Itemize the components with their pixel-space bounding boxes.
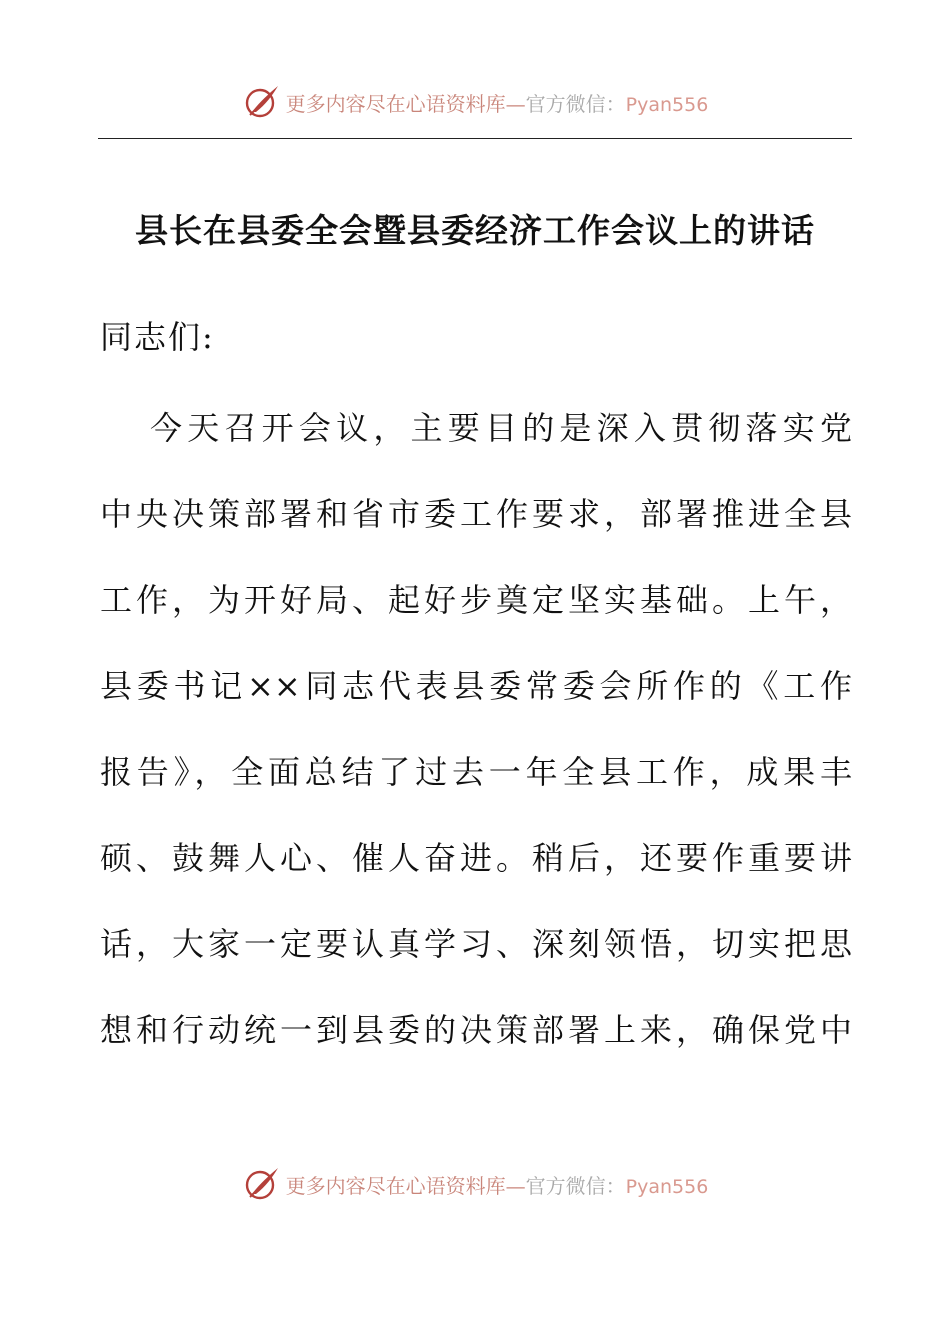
document-body — [100, 400, 852, 1088]
banner-wechat-label: 官方微信： — [525, 1173, 626, 1198]
salutation: 同志们: — [100, 318, 215, 356]
body-line: 中央决策部署和省市委工作要求，部署推进全县 — [100, 495, 852, 533]
header-divider — [98, 138, 852, 139]
document-title: 县长在县委全会暨县委经济工作会议上的讲话 — [135, 211, 815, 250]
banner-slogan: 更多内容尽在心语资料库 — [285, 1173, 506, 1198]
body-line: 今天召开会议，主要目的是深入贯彻落实党 — [150, 409, 852, 447]
banner-slogan: 更多内容尽在心语资料库 — [285, 91, 506, 116]
body-line: 话，大家一定要认真学习、深刻领悟，切实把思 — [100, 925, 852, 963]
quill-pen-logo-icon — [242, 1164, 282, 1204]
body-line: 想和行动统一到县委的决策部署上来，确保党中 — [100, 1011, 852, 1049]
body-line: 硕、鼓舞人心、催人奋进。稍后，还要作重要讲 — [100, 839, 852, 877]
banner-account: Pyan556 — [625, 1175, 709, 1198]
banner-dash: — — [505, 91, 526, 116]
header-banner — [0, 80, 950, 124]
footer-banner — [0, 1162, 950, 1206]
quill-pen-logo-icon — [242, 82, 282, 122]
banner-account: Pyan556 — [625, 93, 709, 116]
banner-text — [286, 1170, 709, 1199]
body-line: 县委书记××同志代表县委常委会所作的《工作 — [100, 667, 852, 705]
banner-dash: — — [505, 1173, 526, 1198]
banner-text — [286, 88, 709, 117]
body-line: 报告》，全面总结了过去一年全县工作，成果丰 — [100, 753, 852, 791]
banner-wechat-label: 官方微信： — [525, 91, 626, 116]
body-line: 工作，为开好局、起好步奠定坚实基础。上午， — [100, 581, 852, 619]
